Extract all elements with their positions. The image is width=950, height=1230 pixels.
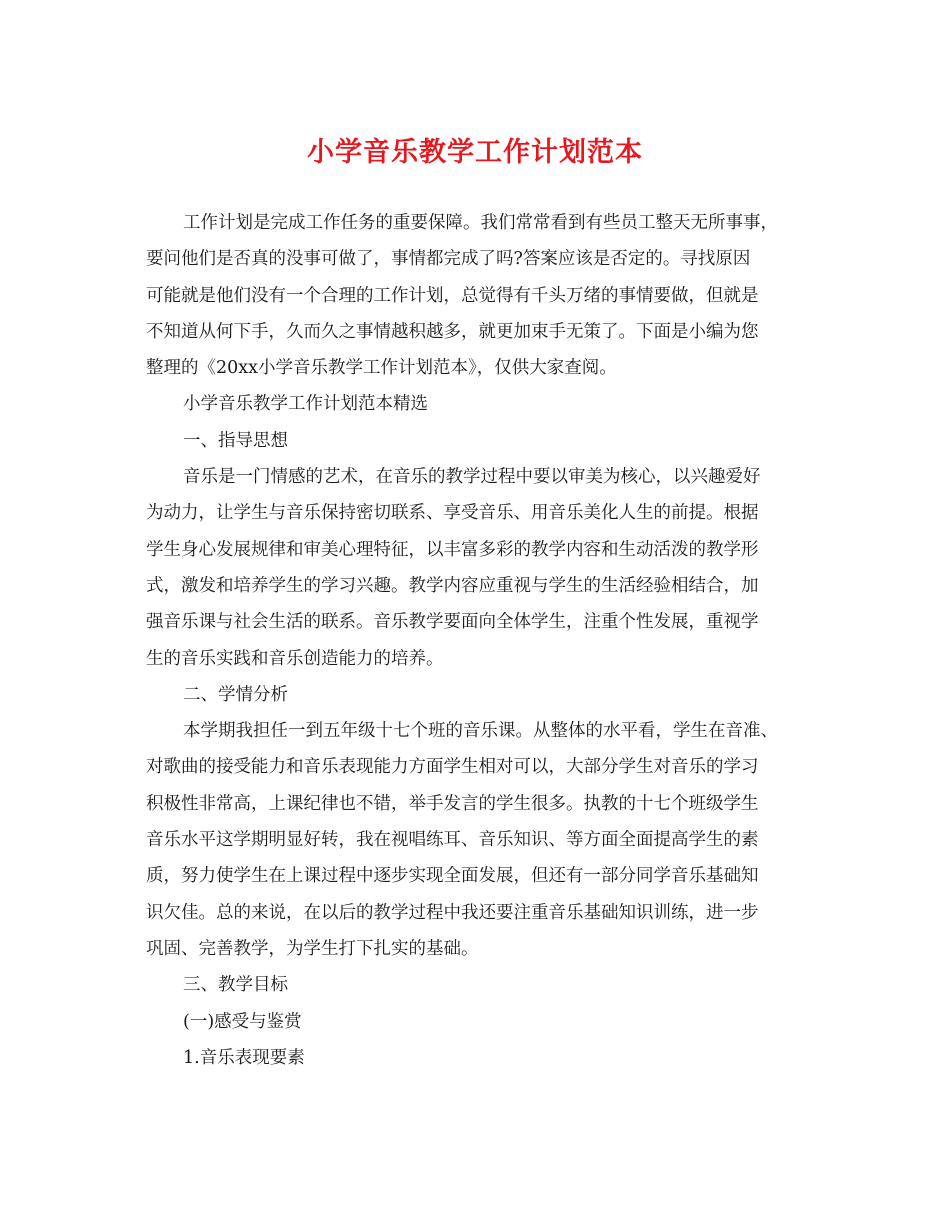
section-2-line: 巩固、完善教学，为学生打下扎实的基础。 (146, 938, 479, 959)
section-1-line: 学生身心发展规律和审美心理特征，以丰富多彩的教学内容和生动活泼的教学形 (146, 539, 759, 560)
section-2-line: 质，努力使学生在上课过程中逐步实现全面发展，但还有一部分同学音乐基础知 (146, 866, 759, 887)
subsection-heading: (一)感受与鉴赏 (183, 1011, 302, 1032)
intro-line: 工作计划是完成工作任务的重要保障。我们常常看到有些员工整天无所事事， (183, 213, 778, 233)
intro-line: 可能就是他们没有一个合理的工作计划，总觉得有千头万绪的事情要做，但就是 (146, 285, 759, 306)
section-1-line: 式，激发和培养学生的学习兴趣。教学内容应重视与学生的生活经验相结合，加 (146, 575, 759, 596)
section-2-line: 音乐水平这学期明显好转，我在视唱练耳、音乐知识、等方面全面提高学生的素 (146, 830, 759, 851)
section-2-line: 积极性非常高，上课纪律也不错，举手发言的学生很多。执教的十七个班级学生 (146, 793, 759, 814)
section-heading-3: 三、教学目标 (183, 975, 288, 996)
section-1-line: 强音乐课与社会生活的联系。音乐教学要面向全体学生，注重个性发展，重视学 (146, 612, 759, 633)
section-2-paragraph (146, 713, 806, 967)
subsection-item: 1.音乐表现要素 (183, 1047, 305, 1068)
subtitle: 小学音乐教学工作计划范本精选 (183, 394, 428, 415)
section-1-line: 生的音乐实践和音乐创造能力的培养。 (146, 648, 444, 669)
section-heading-1: 一、指导思想 (183, 430, 288, 451)
document-body (146, 205, 806, 1076)
intro-paragraph (146, 205, 806, 386)
section-1-paragraph (146, 459, 806, 677)
intro-line: 不知道从何下手，久而久之事情越积越多，就更加束手无策了。下面是小编为您 (146, 321, 759, 342)
intro-line: 整理的《20xx小学音乐教学工作计划范本》，仅供大家查阅。 (146, 358, 617, 379)
intro-line: 要问他们是否真的没事可做了，事情都完成了吗?答案应该是否定的。寻找原因 (146, 249, 751, 270)
document-title: 小学音乐教学工作计划范本 (307, 137, 643, 168)
section-2-line: 本学期我担任一到五年级十七个班的音乐课。从整体的水平看，学生在音准、 (183, 721, 778, 742)
section-2-line: 识欠佳。总的来说，在以后的教学过程中我还要注重音乐基础知识训练，进一步 (146, 902, 759, 923)
section-1-line: 音乐是一门情感的艺术，在音乐的教学过程中要以审美为核心，以兴趣爱好 (183, 467, 761, 488)
section-2-line: 对歌曲的接受能力和音乐表现能力方面学生相对可以，大部分学生对音乐的学习 (146, 757, 759, 778)
section-1-line: 为动力，让学生与音乐保持密切联系、享受音乐、用音乐美化人生的前提。根据 (146, 503, 759, 524)
section-heading-2: 二、学情分析 (183, 684, 288, 705)
